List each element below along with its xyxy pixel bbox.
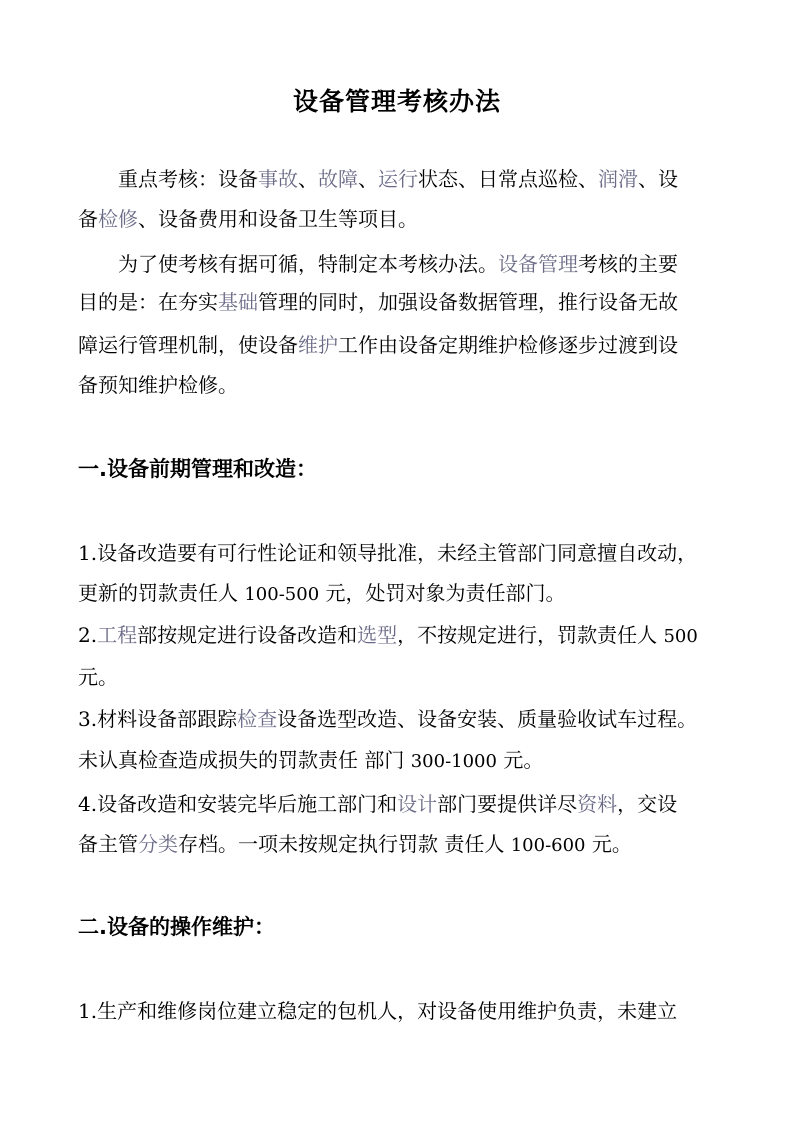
section1-item2-line1 — [78, 620, 698, 652]
link-accident[interactable]: 事故 — [258, 167, 298, 191]
text-run: 元。 — [496, 748, 544, 772]
section1-item1-line1: 1.设备改造要有可行性论证和领导批准，未经主管部门同意擅自改动， — [78, 541, 698, 565]
text-run: 障运行管理机制，使设备 — [78, 333, 298, 357]
text-run: ，不按规定进行，罚款责任人 — [397, 623, 664, 647]
text-run: 部门要提供详尽 — [437, 792, 578, 816]
intro-p2-line2 — [78, 287, 678, 317]
text-run: 管理的同时，加强设备数据管理，推行设备无故 — [258, 290, 678, 314]
text-run: 3.材料设备部跟踪 — [78, 707, 238, 731]
section1-item2-line2: 元。 — [78, 665, 118, 689]
link-maintain[interactable]: 维护 — [298, 333, 338, 357]
text-run: 设备选型改造、设备安装、质量验收试车过程。 — [277, 707, 698, 731]
link-engineering[interactable]: 工程 — [97, 623, 138, 647]
link-fault[interactable]: 故障 — [318, 167, 358, 191]
text-run: 重点考核：设备 — [118, 167, 258, 191]
section1-item4-line1 — [78, 789, 677, 819]
text-run: 更新的罚款责任人 — [78, 581, 245, 605]
section1-item3-line1 — [78, 704, 697, 734]
section1-item4-line2 — [78, 829, 632, 861]
intro-p2-line4: 备预知维护检修。 — [78, 373, 238, 397]
link-lubrication[interactable]: 润滑 — [598, 167, 638, 191]
section1-heading: 一.设备前期管理和改造： — [78, 457, 317, 481]
amount: 100-500 — [244, 584, 320, 605]
link-materials[interactable]: 资料 — [577, 792, 618, 816]
text-run: 为了使考核有据可循，特制定本考核办法。 — [118, 252, 498, 276]
amount: 100-600 — [510, 835, 586, 856]
section2-heading: 二.设备的操作维护： — [78, 915, 275, 939]
intro-p2-line3 — [78, 330, 678, 360]
intro-p2-line1 — [118, 249, 678, 279]
text-run: 、 — [298, 167, 318, 191]
text-run: 备 — [78, 207, 98, 231]
link-classification[interactable]: 分类 — [138, 832, 178, 856]
text-run: 目的是：在夯实 — [78, 290, 218, 314]
text-run: 状态、日常点巡检、 — [418, 167, 598, 191]
intro-p1-line1 — [118, 164, 678, 194]
section1-item1-line2 — [78, 578, 566, 610]
text-run: 部按规定进行设备改造和 — [137, 623, 358, 647]
link-foundation[interactable]: 基础 — [218, 290, 258, 314]
link-inspection[interactable]: 检查 — [237, 707, 278, 731]
link-maintenance[interactable]: 检修 — [98, 207, 138, 231]
text-run: 、设备费用和设备卫生等项目。 — [138, 207, 418, 231]
text-run: 未认真检查造成损失的罚款责任 部门 — [78, 748, 411, 772]
text-run: 元，处罚对象为责任部门。 — [319, 581, 566, 605]
text-run: 2. — [78, 623, 98, 647]
text-run: 备主管 — [78, 832, 138, 856]
text-run: 考核的主要 — [578, 252, 678, 276]
section2-item1-line1: 1.生产和维修岗位建立稳定的包机人，对设备使用维护负责，未建立 — [78, 999, 678, 1023]
amount: 500 — [663, 626, 698, 647]
link-selection[interactable]: 选型 — [357, 623, 398, 647]
document-title: 设备管理考核办法 — [292, 87, 501, 116]
link-design[interactable]: 设计 — [397, 792, 438, 816]
section1-item3-line2 — [78, 745, 543, 777]
link-operation[interactable]: 运行 — [378, 167, 418, 191]
text-run: 存档。一项未按规定执行罚款 责任人 — [178, 832, 511, 856]
text-run: 4.设备改造和安装完毕后施工部门和 — [78, 792, 398, 816]
text-run: ，交设 — [617, 792, 678, 816]
link-equipment-management[interactable]: 设备管理 — [498, 252, 578, 276]
text-run: 工作由设备定期维护检修逐步过渡到设 — [338, 333, 678, 357]
text-run: 、设 — [638, 167, 678, 191]
intro-p1-line2 — [78, 204, 418, 234]
amount: 300-1000 — [410, 751, 497, 772]
text-run: 元。 — [585, 832, 632, 856]
text-run: 、 — [358, 167, 378, 191]
